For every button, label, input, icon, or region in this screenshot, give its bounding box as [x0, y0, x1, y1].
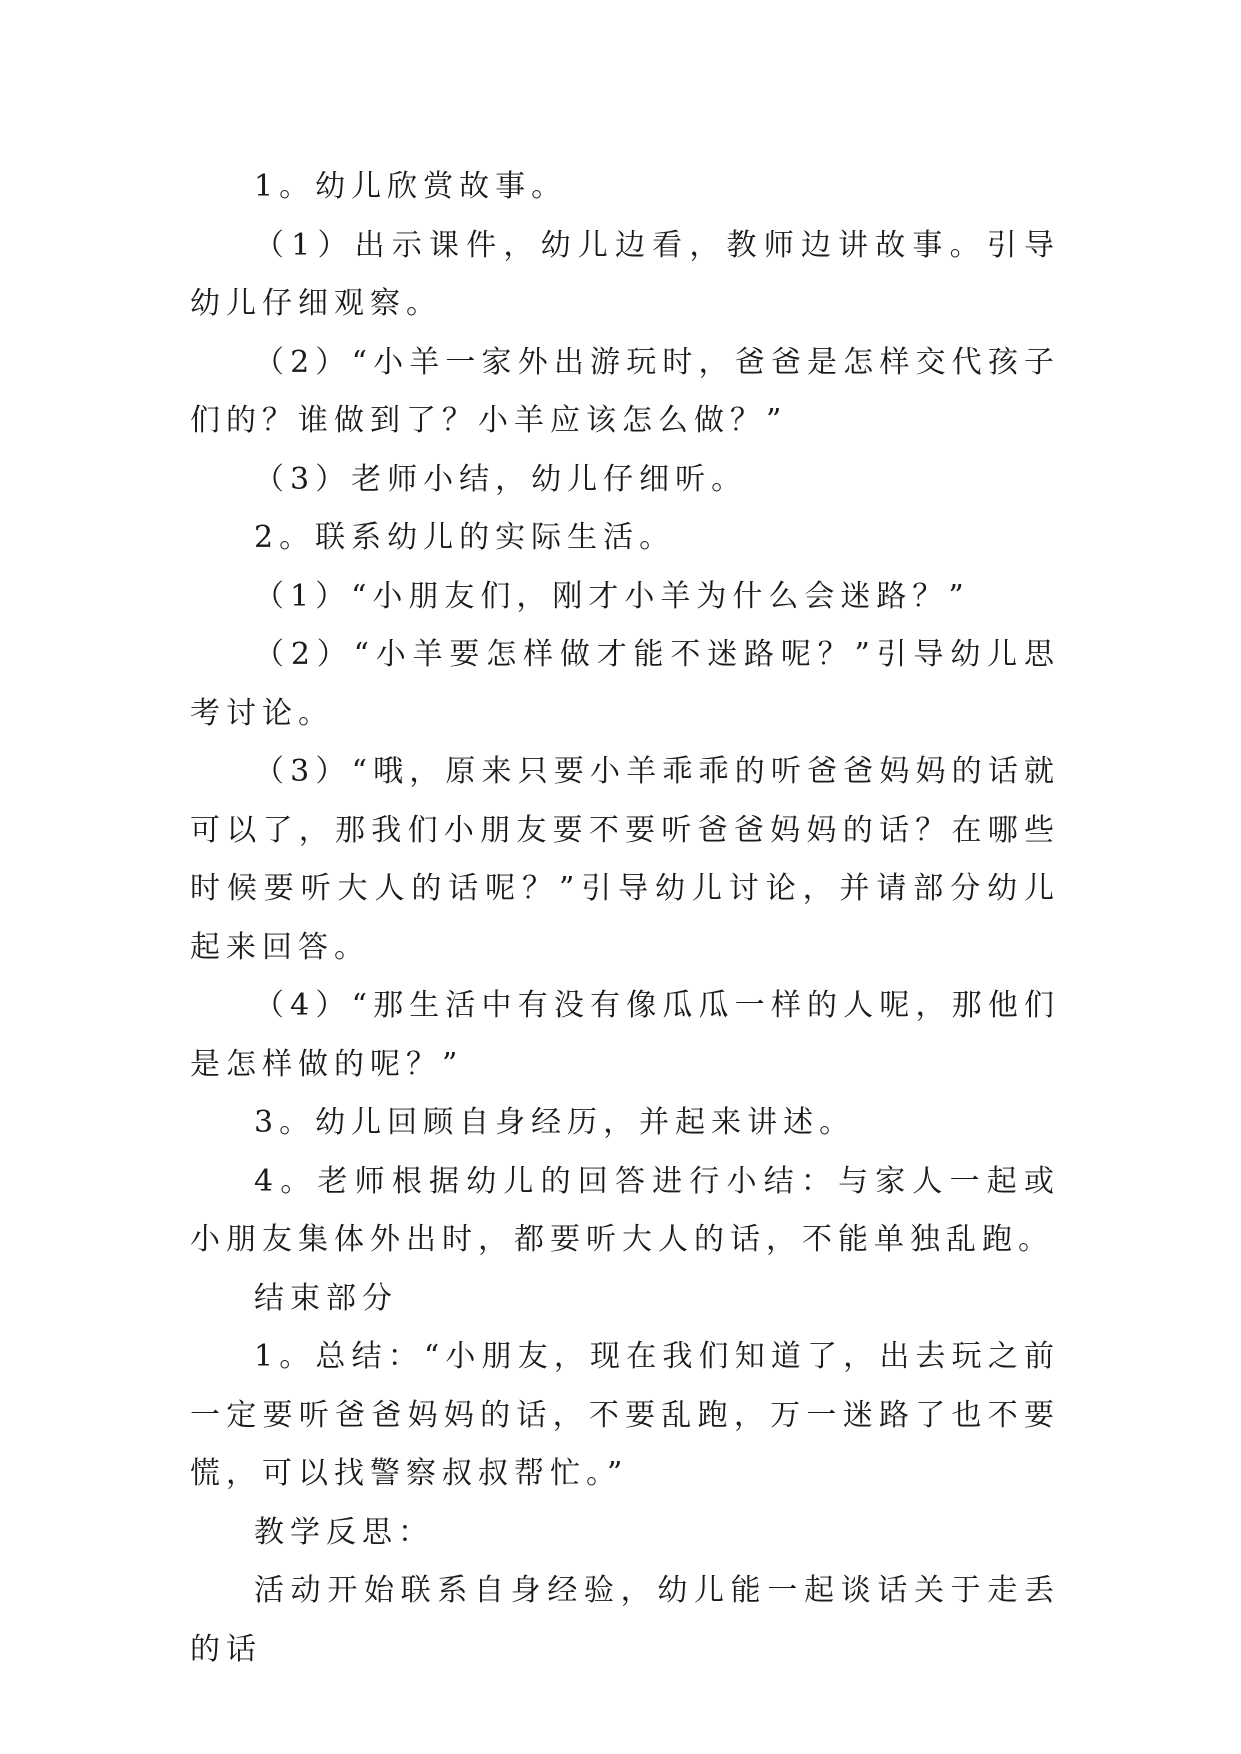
paragraph-step-1-1: （1）出示课件，幼儿边看，教师边讲故事。引导幼儿仔细观察。 [190, 227, 1060, 321]
paragraph-step-3: 3。幼儿回顾自身经历，并起来讲述。 [254, 1105, 856, 1140]
section-heading-reflection: 教学反思： [254, 1514, 434, 1550]
paragraph-step-1-2: （2）“小羊一家外出游玩时，爸爸是怎样交代孩子们的？谁做到了？小羊应该怎么做？” [190, 344, 1060, 438]
paragraph-summary: 1。总结：“小朋友，现在我们知道了，出去玩之前一定要听爸爸妈妈的话，不要乱跑，万一迷路了也不要慌，可以找警察叔叔帮忙。” [190, 1339, 1060, 1491]
document-body [190, 158, 1060, 1679]
paragraph-step-2-1: （1）“小朋友们，刚才小羊为什么会迷路？” [254, 578, 970, 614]
paragraph-step-2-4: （4）“那生活中有没有像瓜瓜一样的人呢，那他们是怎样做的呢？” [190, 988, 1060, 1082]
paragraph-step-2-2: （2）“小羊要怎样做才能不迷路呢？”引导幼儿思考讨论。 [190, 637, 1060, 731]
paragraph-reflection: 活动开始联系自身经验，幼儿能一起谈话关于走丢的话 [190, 1573, 1060, 1667]
paragraph-step-1-3: （3）老师小结，幼儿仔细听。 [254, 461, 748, 497]
section-heading-ending: 结束部分 [254, 1280, 398, 1316]
paragraph-step-2-3: （3）“哦，原来只要小羊乖乖的听爸爸妈妈的话就可以了，那我们小朋友要不要听爸爸妈妈的话？在哪些时候要听大人的话呢？”引导幼儿讨论，并请部分幼儿起来回答。 [190, 754, 1060, 965]
paragraph-step-2: 2。联系幼儿的实际生活。 [254, 520, 676, 555]
paragraph-step-1: 1。幼儿欣赏故事。 [254, 169, 568, 204]
paragraph-step-4: 4。老师根据幼儿的回答进行小结：与家人一起或小朋友集体外出时，都要听大人的话，不能单独乱跑。 [190, 1163, 1060, 1257]
